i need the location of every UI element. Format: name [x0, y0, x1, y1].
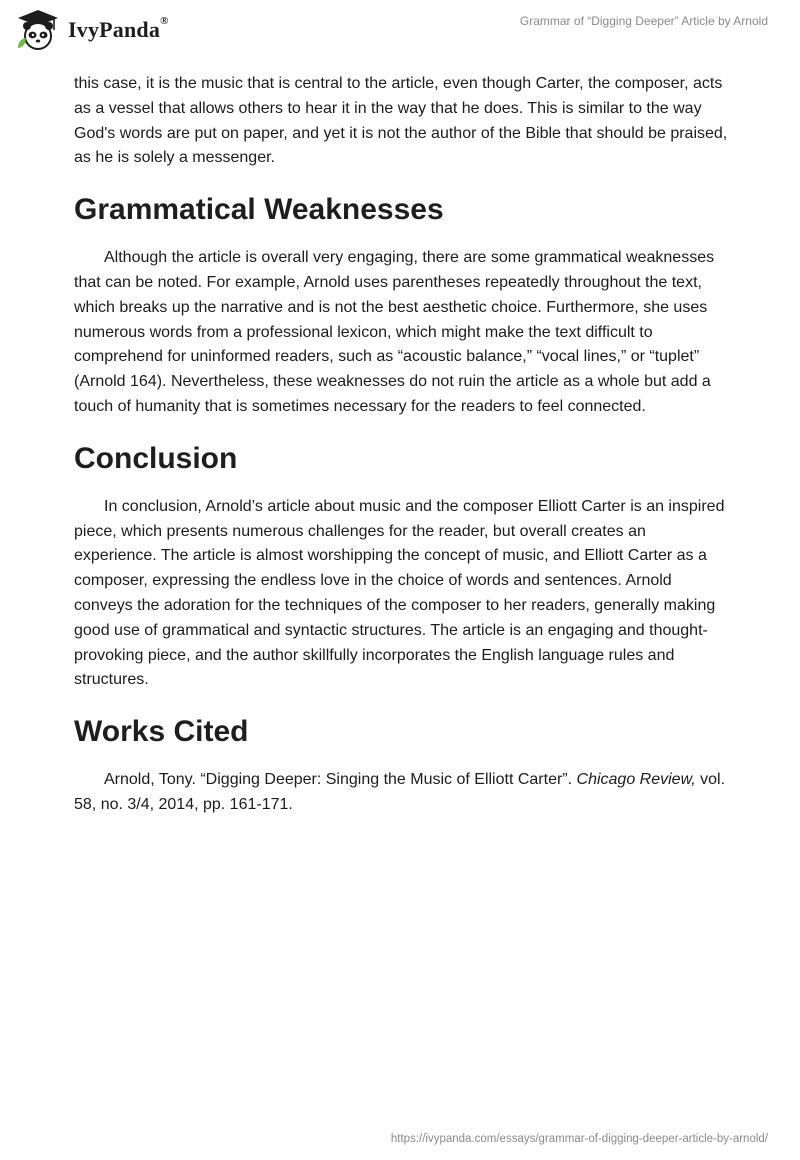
- works-cited-entry: [74, 768, 728, 818]
- citation-journal: Chicago Review,: [576, 771, 696, 789]
- document-title: Grammar of “Digging Deeper” Article by Arnold: [519, 14, 768, 28]
- heading-works-cited: Works Cited: [74, 715, 249, 749]
- heading-conclusion: Conclusion: [74, 441, 238, 475]
- conclusion-paragraph: In conclusion, Arnold’s article about music and the composer Elliott Carter is an inspired piece, which presents numerous challenges for the reader, but overall creates an experience. The article is almost worshipping the concept of music, and Elliott Carter as a composer, expressing the endless love in the choice of words and sentences. Arnold conveys the adoration for the techniques of the composer to her readers, generally making good use of grammatical and syntactic structures. The article is an engaging and thought-provoking piece, and the author skillfully incorporates the English language rules and structures.: [74, 497, 725, 689]
- weaknesses-paragraph: Although the article is overall very engaging, there are some grammatical weaknesses that can be noted. For example, Arnold uses parentheses repeatedly throughout the text, which breaks up the narrative and is not the best aesthetic choice. Furthermore, she uses numerous words from a professional lexicon, which might make the text difficult to comprehend for uninformed readers, such as “acoustic balance,” “vocal lines,” or “tuplet” (Arnold 164). Nevertheless, these weaknesses do not ruin the article as a whole but add a touch of humanity that is sometimes necessary for the readers to feel connected.: [74, 249, 715, 415]
- brand-name: IvyPanda®: [68, 15, 169, 42]
- ivypanda-logo[interactable]: [14, 8, 169, 52]
- citation-main: Arnold, Tony. “Digging Deeper: Singing the Music of Elliott Carter”.: [104, 771, 577, 789]
- source-url[interactable]: https://ivypanda.com/essays/grammar-of-digging-deeper-article-by-arnold/: [390, 1133, 768, 1145]
- citation-details: vol. 58, no. 3/4, 2014, pp. 161-171.: [74, 771, 726, 813]
- page-header: [0, 0, 800, 62]
- panda-graduate-icon: [14, 8, 62, 52]
- heading-grammatical-weaknesses: Grammatical Weaknesses: [74, 193, 444, 227]
- article-body: [74, 72, 728, 818]
- intro-paragraph: this case, it is the music that is central to the article, even though Carter, the composer, acts as a vessel that allows others to hear it in the way that he does. This is similar to the way God's words are put on paper, and yet it is not the author of the Bible that should be praised, as he is solely a messenger.: [74, 75, 728, 167]
